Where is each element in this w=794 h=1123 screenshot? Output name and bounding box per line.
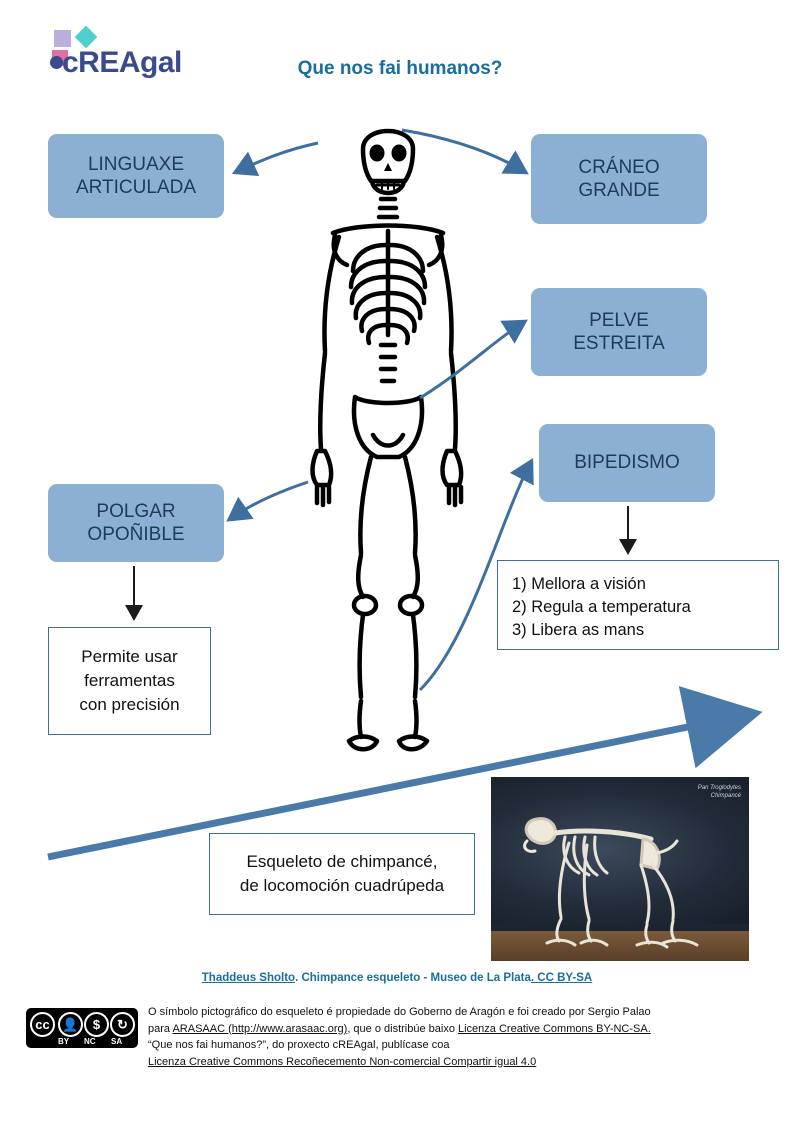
cc-by-nc-sa-4-link[interactable]: Licenza Creative Commons Recoñecemento Non-comercial Compartir igual 4.0 — [148, 1055, 537, 1068]
photo-species-name: Pan Troglodytes — [697, 785, 741, 791]
footer — [26, 1000, 768, 1090]
creative-commons-badge-icon — [26, 1008, 138, 1048]
page-title: Que nos fai humanos? — [297, 58, 503, 79]
label-bipedismo: BIPEDISMO — [539, 424, 715, 502]
label-craneo-grande: CRÁNEO GRANDE — [531, 134, 707, 224]
cc-mark-icon: cc — [30, 1012, 55, 1037]
arasaac-link[interactable]: ARASAAC (http://www.arasaac.org) — [172, 1022, 348, 1035]
chimpanzee-skeleton-photo — [491, 777, 749, 961]
note-bipedismo-beneficios: 1) Mellora a visión 2) Regula a temperatura 3) Libera as mans — [497, 560, 779, 650]
cc-nc-label: NC — [84, 1037, 96, 1046]
cc-sa-icon: ↻ — [110, 1012, 135, 1037]
note-esqueleto-chimpance: Esqueleto de chimpancé, de locomoción cuadrúpeda — [209, 833, 475, 915]
credit-work: . Chimpance esqueleto - Museo de La Plata — [295, 972, 531, 984]
footer-line-2-prefix: para — [148, 1022, 173, 1035]
label-polgar-oponible: POLGAR OPOÑIBLE — [48, 484, 224, 562]
note-permite-usar-ferramentas: Permite usar ferramentas con precisión — [48, 627, 211, 735]
footer-line-2-middle: , que o distribúe baixo — [347, 1022, 458, 1035]
credit-license[interactable]: . CC BY-SA — [530, 972, 593, 984]
cc-by-label: BY — [58, 1037, 70, 1046]
chimp-skeleton-drawing — [491, 777, 749, 961]
cc-by-icon: 👤 — [58, 1012, 83, 1037]
credit-author[interactable]: Thaddeus Sholto — [201, 972, 296, 984]
cc-sa-label: SA — [111, 1037, 123, 1046]
footer-line-1: O símbolo pictográfico do esqueleto é propiedade do Goberno de Aragón e foi creado por Sergio Palao — [148, 1006, 651, 1018]
label-pelve-estreita: PELVE ESTREITA — [531, 288, 707, 376]
photo-credit-line — [0, 972, 794, 984]
cc-by-nc-sa-link[interactable]: Licenza Creative Commons BY-NC-SA. — [458, 1022, 651, 1035]
footer-line-3: “Que nos fai humanos?”, do proxecto cREAgal, publícase coa — [148, 1039, 450, 1051]
footer-text — [148, 1000, 651, 1090]
logo-wordmark: cREAgal — [62, 46, 182, 79]
cc-nc-icon: $ — [84, 1012, 109, 1037]
footer-line-2 — [148, 1021, 651, 1038]
photo-common-name: Chimpancé — [710, 792, 741, 799]
label-linguaxe-articulada: LINGUAXE ARTICULADA — [48, 134, 224, 218]
